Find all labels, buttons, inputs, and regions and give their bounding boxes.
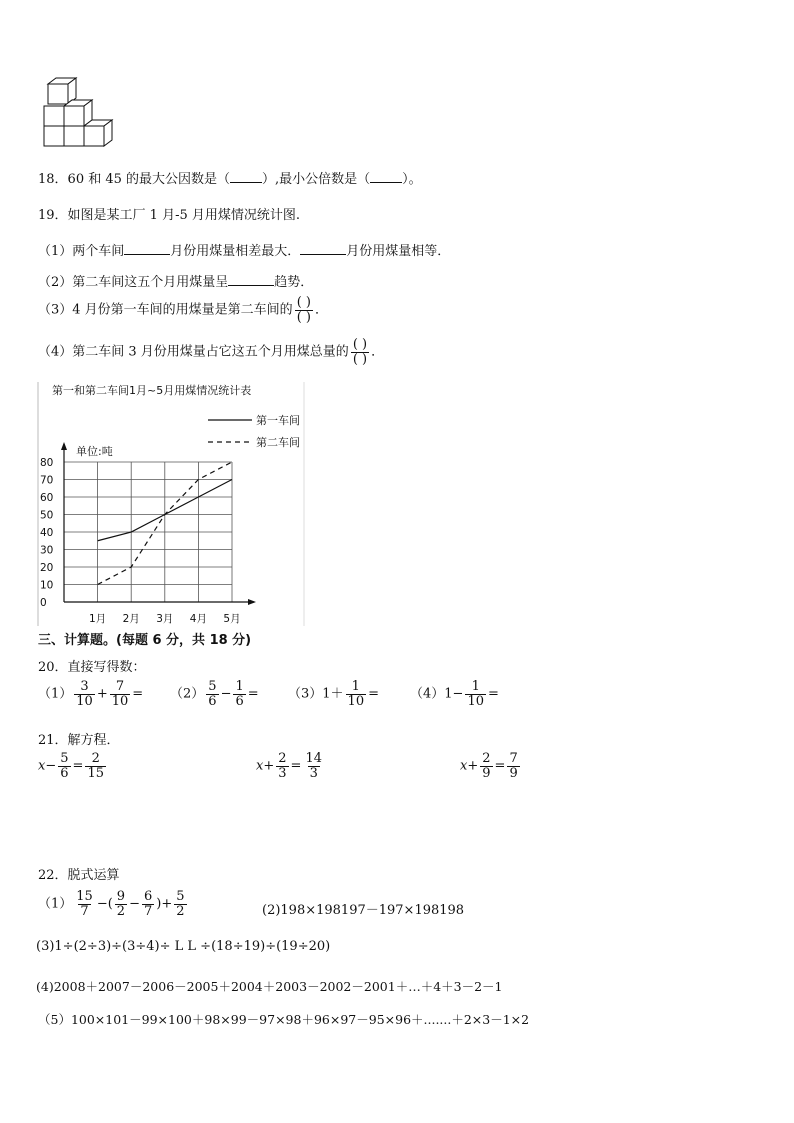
q21-e2-x: x xyxy=(256,758,264,774)
q20-stem: 20．直接写得数： xyxy=(38,660,146,675)
q21-e1-a-num: 5 xyxy=(60,751,69,766)
q19-p3-numerator-blank: ( ) xyxy=(296,295,311,310)
chart-axes xyxy=(61,442,256,605)
y-tick-label: 0 xyxy=(40,597,47,609)
q19-p3-answer-fraction[interactable] xyxy=(295,296,313,324)
q22-e1-a-num: 15 xyxy=(76,889,93,904)
q21-equation-3 xyxy=(460,752,522,780)
y-tick-label: 70 xyxy=(40,474,54,487)
q22-stem: 22．脱式运算 xyxy=(38,868,120,883)
coal-usage-line-chart xyxy=(36,378,308,628)
y-tick-label: 40 xyxy=(40,527,54,539)
y-tick-label: 10 xyxy=(40,579,54,592)
q19-p4-text: （4）第二车间 3 月份用煤量占它这五个月用煤总量的 xyxy=(38,344,349,360)
q22-e1-b-den: 2 xyxy=(116,903,126,919)
q20-i3-eq: = xyxy=(368,686,379,702)
q19-stem: 19．如图是某工厂 1 月-5 月用煤情况统计图. xyxy=(38,208,301,223)
q21-equation-2 xyxy=(256,752,326,780)
q20-item-1 xyxy=(38,680,143,708)
x-tick-label: 3月 xyxy=(156,613,174,625)
q20-item-3 xyxy=(288,680,379,708)
q22-expression-4: (4)2008＋2007－2006－2005＋2004＋2003－2002－2001＋…＋4＋3－2－1 xyxy=(36,979,503,994)
q22-expression-1 xyxy=(38,890,189,918)
cube-stack-figure xyxy=(38,76,118,150)
q18-blank-gcd[interactable] xyxy=(230,182,262,183)
chart-title: 第一和第二车间1月~5月用煤情况统计表 xyxy=(52,384,252,397)
q21-e3-x: x xyxy=(460,758,468,774)
q21-e3-frac-b xyxy=(507,752,519,780)
q21-equation-1 xyxy=(38,752,108,780)
q20-i3-frac xyxy=(346,680,367,708)
q21-e1-frac-a xyxy=(58,752,70,780)
q21-e2-b-num: 14 xyxy=(305,751,322,766)
q21-e1-x: x xyxy=(38,758,46,774)
q22-expression-3: (3)1÷(2÷3)÷(3÷4)÷ L L ÷(18÷19)÷(19÷20) xyxy=(36,939,331,954)
q18-text-b: ）,最小公倍数是（ xyxy=(262,172,371,187)
legend-label-2: 第二车间 xyxy=(256,436,300,449)
q21-e1-frac-b xyxy=(85,752,106,780)
q21-e2-eq: = xyxy=(290,758,302,774)
q19-p1-text-c: 月份用煤量相等． xyxy=(346,244,451,259)
q20-item-4 xyxy=(410,680,499,708)
q21-e3-eq: = xyxy=(494,758,506,774)
q20-i1-a-den: 10 xyxy=(76,693,93,709)
q19-p4-numerator-blank: ( ) xyxy=(352,337,368,352)
q19-p1-text-b: 月份用煤量相差最大． xyxy=(170,244,301,259)
q21-e1-op: − xyxy=(45,758,57,774)
q19-p4-end: ． xyxy=(371,344,385,360)
x-tick-label: 4月 xyxy=(189,613,207,625)
q22-e1-label: （1） xyxy=(38,896,73,912)
q21-e2-b-den: 3 xyxy=(309,765,318,781)
q21-e3-a-num: 2 xyxy=(482,751,491,766)
q20-i2-op: − xyxy=(220,686,232,702)
y-tick-label: 50 xyxy=(40,509,54,522)
q19-part-4 xyxy=(38,338,384,366)
q20-i3-label: （3）1＋ xyxy=(288,686,344,702)
q19-p3-denominator-blank: ( ) xyxy=(296,309,311,325)
q21-e1-b-den: 15 xyxy=(87,765,104,781)
q18-text-c: ）。 xyxy=(402,172,422,187)
chart-x-ticks xyxy=(89,613,241,625)
q20-i1-b-num: 7 xyxy=(115,679,125,694)
x-axis-arrow xyxy=(248,599,256,605)
q21-e2-a-num: 2 xyxy=(278,751,287,766)
q19-part-1 xyxy=(38,240,450,259)
x-tick-label: 5月 xyxy=(223,613,241,625)
q20-i3-num: 1 xyxy=(351,679,360,694)
q22-expression-5: （5）100×101－99×100＋98×99－97×98＋96×97－95×96＋.......＋2×3－1×2 xyxy=(38,1012,530,1027)
chart-legend xyxy=(208,413,300,449)
chart-y-ticks xyxy=(40,457,53,609)
q21-e1-b-num: 2 xyxy=(91,751,100,766)
y-tick-label: 60 xyxy=(40,492,54,504)
q19-p2-text-b: 趋势． xyxy=(274,275,314,290)
q20-i2-label: （2） xyxy=(170,686,205,702)
q19-part-2 xyxy=(38,271,313,290)
q20-i1-a-num: 3 xyxy=(80,679,89,694)
q21-e3-b-num: 7 xyxy=(509,751,518,766)
q22-e1-d-den: 2 xyxy=(176,903,185,919)
q19-p3-text: （3）4 月份第一车间的用煤量是第二车间的 xyxy=(38,302,293,318)
q21-e3-b-den: 9 xyxy=(509,765,518,781)
q19-p1-blank-1[interactable] xyxy=(124,254,170,255)
q20-i1-eq: = xyxy=(132,686,144,702)
y-tick-label: 80 xyxy=(40,457,54,469)
q19-part-3 xyxy=(38,296,328,324)
x-tick-label: 2月 xyxy=(122,613,140,625)
q20-i4-num: 1 xyxy=(471,679,480,694)
q19-p4-denominator-blank: ( ) xyxy=(352,351,368,367)
q22-e1-op2: − xyxy=(129,896,140,912)
q21-e3-a-den: 9 xyxy=(482,765,491,781)
q21-e3-frac-a xyxy=(480,752,492,780)
q21-stem: 21．解方程． xyxy=(38,733,120,748)
q22-e1-b-num: 9 xyxy=(116,889,126,904)
q22-expression-2: (2)198×198197－197×198198 xyxy=(262,903,465,918)
q21-e2-frac-b xyxy=(303,752,324,780)
q22-e1-a-den: 7 xyxy=(80,903,89,919)
y-axis-arrow xyxy=(61,442,67,450)
q19-p4-answer-fraction[interactable] xyxy=(351,338,369,366)
q18-blank-lcm[interactable] xyxy=(370,182,402,183)
q21-e1-eq: = xyxy=(72,758,84,774)
q22-e1-op3: )+ xyxy=(156,896,173,912)
q21-e2-a-den: 3 xyxy=(278,765,287,781)
q20-i4-den: 10 xyxy=(467,693,484,709)
y-tick-label: 20 xyxy=(40,562,54,574)
q22-e1-c-num: 6 xyxy=(143,889,153,904)
q22-e1-c-den: 7 xyxy=(143,903,153,919)
q20-i2-a-num: 5 xyxy=(208,679,217,694)
q20-i4-eq: = xyxy=(487,686,499,702)
q19-p3-end: ． xyxy=(314,302,328,318)
q22-e1-op1: −( xyxy=(96,896,113,912)
q20-i1-frac-b xyxy=(110,680,131,708)
q22-e1-frac-c xyxy=(142,890,154,918)
q20-i4-label: （4）1− xyxy=(410,686,464,702)
q20-i1-b-den: 10 xyxy=(111,693,129,709)
q21-e1-a-den: 6 xyxy=(60,765,69,781)
q21-e3-op: + xyxy=(467,758,479,774)
chart-grid xyxy=(64,462,232,602)
q21-e2-frac-a xyxy=(276,752,288,780)
q20-i2-b-num: 1 xyxy=(235,679,244,694)
q20-i1-op: + xyxy=(96,686,108,702)
q19-p1-text-a: （1）两个车间 xyxy=(38,244,125,259)
q22-e1-frac-a xyxy=(74,890,95,918)
question-18 xyxy=(38,168,422,187)
q20-i2-frac-a xyxy=(206,680,218,708)
q19-p2-blank[interactable] xyxy=(228,285,274,286)
q20-i2-eq: = xyxy=(247,686,259,702)
section-3-title: 三、计算题。(每题 6 分，共 18 分) xyxy=(38,633,252,648)
q22-e1-frac-b xyxy=(115,890,127,918)
q20-i2-frac-b xyxy=(233,680,245,708)
q20-i1-label: （1） xyxy=(38,686,73,702)
q22-e1-frac-d xyxy=(174,890,186,918)
y-tick-label: 30 xyxy=(40,544,54,557)
q20-i3-den: 10 xyxy=(347,693,365,709)
legend-label-1: 第一车间 xyxy=(256,414,300,427)
chart-unit-label: 单位:吨 xyxy=(76,445,113,458)
q20-i2-b-den: 6 xyxy=(235,693,244,709)
q20-i4-frac xyxy=(465,680,486,708)
q19-p2-text-a: （2）第二车间这五个月用煤量呈 xyxy=(38,275,229,290)
q21-e2-op: + xyxy=(263,758,275,774)
q22-e1-d-num: 5 xyxy=(176,889,185,904)
q18-text-a: 18．60 和 45 的最大公因数是（ xyxy=(38,172,231,187)
q20-i2-a-den: 6 xyxy=(208,693,217,709)
q20-item-2 xyxy=(170,680,259,708)
q20-i1-frac-a xyxy=(74,680,95,708)
q19-p1-blank-2[interactable] xyxy=(300,254,346,255)
x-tick-label: 1月 xyxy=(89,613,107,625)
